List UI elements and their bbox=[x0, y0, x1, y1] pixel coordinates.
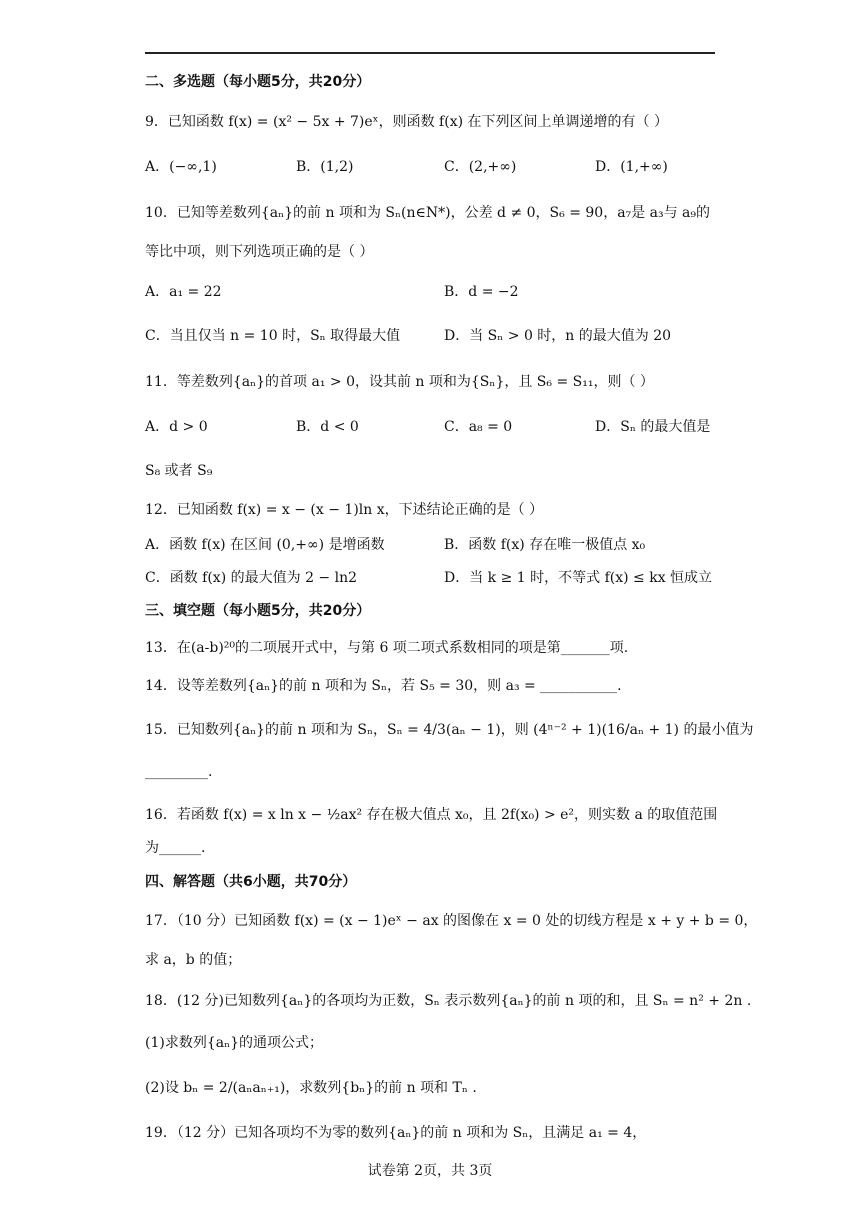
question-15-line-2: _________. bbox=[145, 764, 213, 780]
q10-option-d: D．当 Sₙ > 0 时，n 的最大值为 20 bbox=[444, 328, 672, 344]
q12-option-d: D．当 k ≥ 1 时，不等式 f(x) ≤ kx 恒成立 bbox=[444, 570, 713, 586]
q11-option-d-continued: S₈ 或者 S₉ bbox=[145, 463, 213, 479]
question-10-line-1: 10．已知等差数列{aₙ}的前 n 项和为 Sₙ(n∈N*)，公差 d ≠ 0，S₆ = 90，a₇是 a₃与 a₉的 bbox=[145, 205, 710, 221]
question-10-line-2: 等比中项，则下列选项正确的是（ ） bbox=[145, 244, 374, 260]
q10-option-b: B．d = −2 bbox=[444, 284, 519, 300]
question-13: 13．在(a-b)²⁰的二项展开式中，与第 6 项二项式系数相同的项是第_______项. bbox=[145, 640, 629, 656]
q12-option-b: B．函数 f(x) 存在唯一极值点 x₀ bbox=[444, 537, 646, 553]
q12-option-c: C．函数 f(x) 的最大值为 2 − ln2 bbox=[145, 570, 358, 586]
q10-option-a: A．a₁ = 22 bbox=[145, 284, 222, 300]
question-11: 11．等差数列{aₙ}的首项 a₁ > 0，设其前 n 项和为{Sₙ}，且 S₆ = S₁₁，则（ ） bbox=[145, 374, 654, 390]
question-17-line-2: 求 a，b 的值； bbox=[145, 952, 242, 968]
section-heading-solutions: 四、解答题（共6小题，共70分） bbox=[145, 874, 357, 890]
question-12: 12．已知函数 f(x) = x − (x − 1)ln x，下述结论正确的是（ ） bbox=[145, 502, 544, 518]
question-17-line-1: 17．（10 分）已知函数 f(x) = (x − 1)eˣ − ax 的图像在 x = 0 处的切线方程是 x + y + b = 0， bbox=[145, 913, 758, 929]
q11-option-c: C．a₈ = 0 bbox=[444, 419, 513, 435]
section-heading-fill-in: 三、填空题（每小题5分，共20分） bbox=[145, 603, 371, 619]
header-rule bbox=[145, 52, 715, 54]
question-14: 14．设等差数列{aₙ}的前 n 项和为 Sₙ，若 S₅ = 30，则 a₃ = ___________. bbox=[145, 678, 622, 694]
section-heading-multiple-choice: 二、多选题（每小题5分，共20分） bbox=[145, 74, 371, 90]
page-footer: 试卷第 2页，共 3页 bbox=[367, 1163, 493, 1179]
question-16-line-1: 16．若函数 f(x) = x ln x − ½ax² 存在极大值点 x₀，且 2f(x₀) > e²，则实数 a 的取值范围 bbox=[145, 807, 718, 823]
q10-option-c: C．当且仅当 n = 10 时，Sₙ 取得最大值 bbox=[145, 328, 401, 344]
q12-option-a: A．函数 f(x) 在区间 (0,+∞) 是增函数 bbox=[145, 537, 385, 553]
q9-option-d: D．(1,+∞) bbox=[595, 159, 668, 175]
question-18-line-2: (1)求数列{aₙ}的通项公式； bbox=[145, 1035, 324, 1051]
question-19: 19．（12 分）已知各项均不为零的数列{aₙ}的前 n 项和为 Sₙ，且满足 a₁ = 4， bbox=[145, 1125, 647, 1141]
q11-option-b: B．d < 0 bbox=[296, 419, 359, 435]
question-18-line-1: 18．(12 分)已知数列{aₙ}的各项均为正数，Sₙ 表示数列{aₙ}的前 n 项的和，且 Sₙ = n² + 2n . bbox=[145, 993, 752, 1009]
q9-option-c: C．(2,+∞) bbox=[444, 159, 517, 175]
q11-option-d: D．Sₙ 的最大值是 bbox=[595, 419, 711, 435]
q11-option-a: A．d > 0 bbox=[145, 419, 208, 435]
q9-option-a: A．(−∞,1) bbox=[145, 159, 217, 175]
question-9: 9．已知函数 f(x) = (x² − 5x + 7)eˣ，则函数 f(x) 在下列区间上单调递增的有（ ） bbox=[145, 114, 668, 130]
question-18-line-3: (2)设 bₙ = 2/(aₙaₙ₊₁)，求数列{bₙ}的前 n 项和 Tₙ . bbox=[145, 1080, 477, 1096]
question-15-line-1: 15．已知数列{aₙ}的前 n 项和为 Sₙ，Sₙ = 4/3(aₙ − 1)，则 (4ⁿ⁻² + 1)(16/aₙ + 1) 的最小值为 bbox=[145, 722, 754, 738]
q9-option-b: B．(1,2) bbox=[296, 159, 354, 175]
question-16-line-2: 为______. bbox=[145, 840, 206, 856]
